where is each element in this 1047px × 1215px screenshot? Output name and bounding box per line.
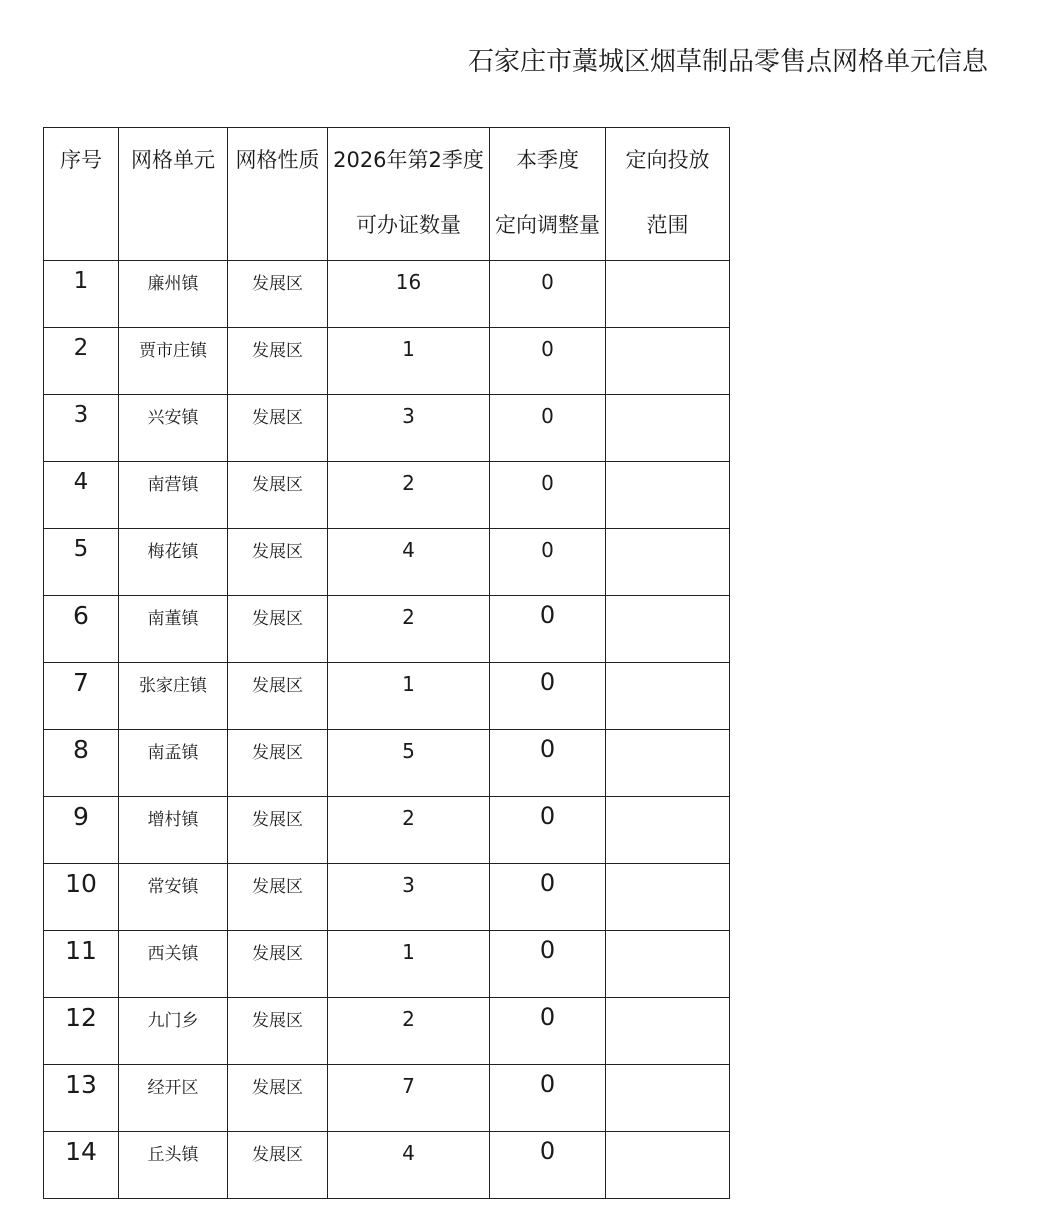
cell-adjustment: 0	[490, 663, 606, 730]
table-row	[44, 663, 730, 730]
document-title: 石家庄市藁城区烟草制品零售点网格单元信息	[468, 47, 989, 77]
cell-grid-nature: 发展区	[228, 797, 328, 864]
cell-license-count: 3	[328, 864, 490, 931]
cell-license-count: 3	[328, 395, 490, 462]
cell-adjustment: 0	[490, 797, 606, 864]
cell-grid-nature: 发展区	[228, 931, 328, 998]
cell-index: 4	[44, 462, 119, 529]
header-license-count-line-1: 2026年第2季度	[333, 148, 484, 172]
cell-target-range	[606, 864, 730, 931]
grid-unit-table	[43, 127, 730, 1199]
cell-license-count: 4	[328, 529, 490, 596]
cell-grid-nature: 发展区	[228, 663, 328, 730]
table-row	[44, 529, 730, 596]
cell-index: 14	[44, 1132, 119, 1199]
cell-license-count: 2	[328, 596, 490, 663]
cell-target-range	[606, 1132, 730, 1199]
table-row	[44, 1065, 730, 1132]
cell-grid-nature: 发展区	[228, 261, 328, 328]
table-row	[44, 998, 730, 1065]
header-grid-unit	[119, 128, 228, 261]
header-grid-unit-line-2	[119, 193, 227, 258]
cell-index: 10	[44, 864, 119, 931]
header-adjustment	[490, 128, 606, 261]
cell-index: 1	[44, 261, 119, 328]
cell-adjustment: 0	[490, 395, 606, 462]
header-target-range-line-2: 范围	[646, 213, 689, 237]
cell-target-range	[606, 797, 730, 864]
cell-grid-nature: 发展区	[228, 1132, 328, 1199]
header-grid-nature-line-2	[228, 193, 327, 258]
cell-grid-unit: 廉州镇	[119, 261, 228, 328]
table-row	[44, 328, 730, 395]
cell-grid-unit: 九门乡	[119, 998, 228, 1065]
cell-grid-nature: 发展区	[228, 1065, 328, 1132]
cell-adjustment: 0	[490, 931, 606, 998]
cell-grid-nature: 发展区	[228, 328, 328, 395]
cell-grid-unit: 南孟镇	[119, 730, 228, 797]
cell-license-count: 7	[328, 1065, 490, 1132]
cell-target-range	[606, 529, 730, 596]
table-row	[44, 797, 730, 864]
cell-grid-unit: 南营镇	[119, 462, 228, 529]
cell-target-range	[606, 462, 730, 529]
cell-grid-nature: 发展区	[228, 529, 328, 596]
cell-index: 3	[44, 395, 119, 462]
cell-index: 11	[44, 931, 119, 998]
header-grid-nature	[228, 128, 328, 261]
header-license-count	[328, 128, 490, 261]
cell-index: 6	[44, 596, 119, 663]
cell-adjustment: 0	[490, 462, 606, 529]
cell-index: 13	[44, 1065, 119, 1132]
cell-grid-nature: 发展区	[228, 395, 328, 462]
cell-license-count: 1	[328, 663, 490, 730]
cell-grid-unit: 经开区	[119, 1065, 228, 1132]
cell-license-count: 2	[328, 462, 490, 529]
cell-index: 12	[44, 998, 119, 1065]
table-row	[44, 931, 730, 998]
header-target-range-line-1: 定向投放	[625, 148, 710, 172]
table-row	[44, 261, 730, 328]
table-header-row	[44, 128, 730, 261]
cell-grid-unit: 贾市庄镇	[119, 328, 228, 395]
cell-index: 8	[44, 730, 119, 797]
table-row	[44, 730, 730, 797]
cell-target-range	[606, 663, 730, 730]
cell-adjustment: 0	[490, 529, 606, 596]
cell-grid-unit: 南董镇	[119, 596, 228, 663]
cell-target-range	[606, 1065, 730, 1132]
cell-grid-nature: 发展区	[228, 462, 328, 529]
cell-grid-unit: 增村镇	[119, 797, 228, 864]
cell-adjustment: 0	[490, 1065, 606, 1132]
cell-adjustment: 0	[490, 1132, 606, 1199]
cell-license-count: 5	[328, 730, 490, 797]
table-row	[44, 462, 730, 529]
cell-index: 7	[44, 663, 119, 730]
cell-grid-unit: 张家庄镇	[119, 663, 228, 730]
cell-adjustment: 0	[490, 998, 606, 1065]
header-index-line-1: 序号	[60, 148, 102, 172]
cell-license-count: 2	[328, 797, 490, 864]
header-target-range	[606, 128, 730, 261]
cell-target-range	[606, 328, 730, 395]
cell-grid-nature: 发展区	[228, 864, 328, 931]
header-adjustment-line-1: 本季度	[516, 148, 579, 172]
cell-adjustment: 0	[490, 328, 606, 395]
header-index	[44, 128, 119, 261]
cell-license-count: 16	[328, 261, 490, 328]
header-grid-unit-line-1: 网格单元	[131, 148, 215, 172]
header-grid-nature-line-1: 网格性质	[235, 148, 320, 172]
cell-grid-unit: 兴安镇	[119, 395, 228, 462]
header-license-count-line-2: 可办证数量	[356, 213, 461, 237]
cell-license-count: 1	[328, 328, 490, 395]
cell-grid-nature: 发展区	[228, 596, 328, 663]
table-row	[44, 1132, 730, 1199]
table-row	[44, 596, 730, 663]
cell-grid-unit: 常安镇	[119, 864, 228, 931]
table-row	[44, 864, 730, 931]
table-row	[44, 395, 730, 462]
cell-adjustment: 0	[490, 864, 606, 931]
cell-grid-nature: 发展区	[228, 998, 328, 1065]
table-body	[44, 261, 730, 1199]
cell-grid-nature: 发展区	[228, 730, 328, 797]
cell-adjustment: 0	[490, 596, 606, 663]
cell-target-range	[606, 931, 730, 998]
cell-target-range	[606, 395, 730, 462]
cell-index: 9	[44, 797, 119, 864]
cell-index: 5	[44, 529, 119, 596]
header-index-line-2	[44, 193, 118, 258]
cell-target-range	[606, 998, 730, 1065]
cell-license-count: 2	[328, 998, 490, 1065]
cell-grid-unit: 西关镇	[119, 931, 228, 998]
header-adjustment-line-2: 定向调整量	[495, 213, 600, 237]
cell-target-range	[606, 596, 730, 663]
cell-grid-unit: 梅花镇	[119, 529, 228, 596]
cell-license-count: 4	[328, 1132, 490, 1199]
cell-adjustment: 0	[490, 261, 606, 328]
cell-target-range	[606, 730, 730, 797]
cell-adjustment: 0	[490, 730, 606, 797]
cell-target-range	[606, 261, 730, 328]
cell-grid-unit: 丘头镇	[119, 1132, 228, 1199]
cell-index: 2	[44, 328, 119, 395]
cell-license-count: 1	[328, 931, 490, 998]
